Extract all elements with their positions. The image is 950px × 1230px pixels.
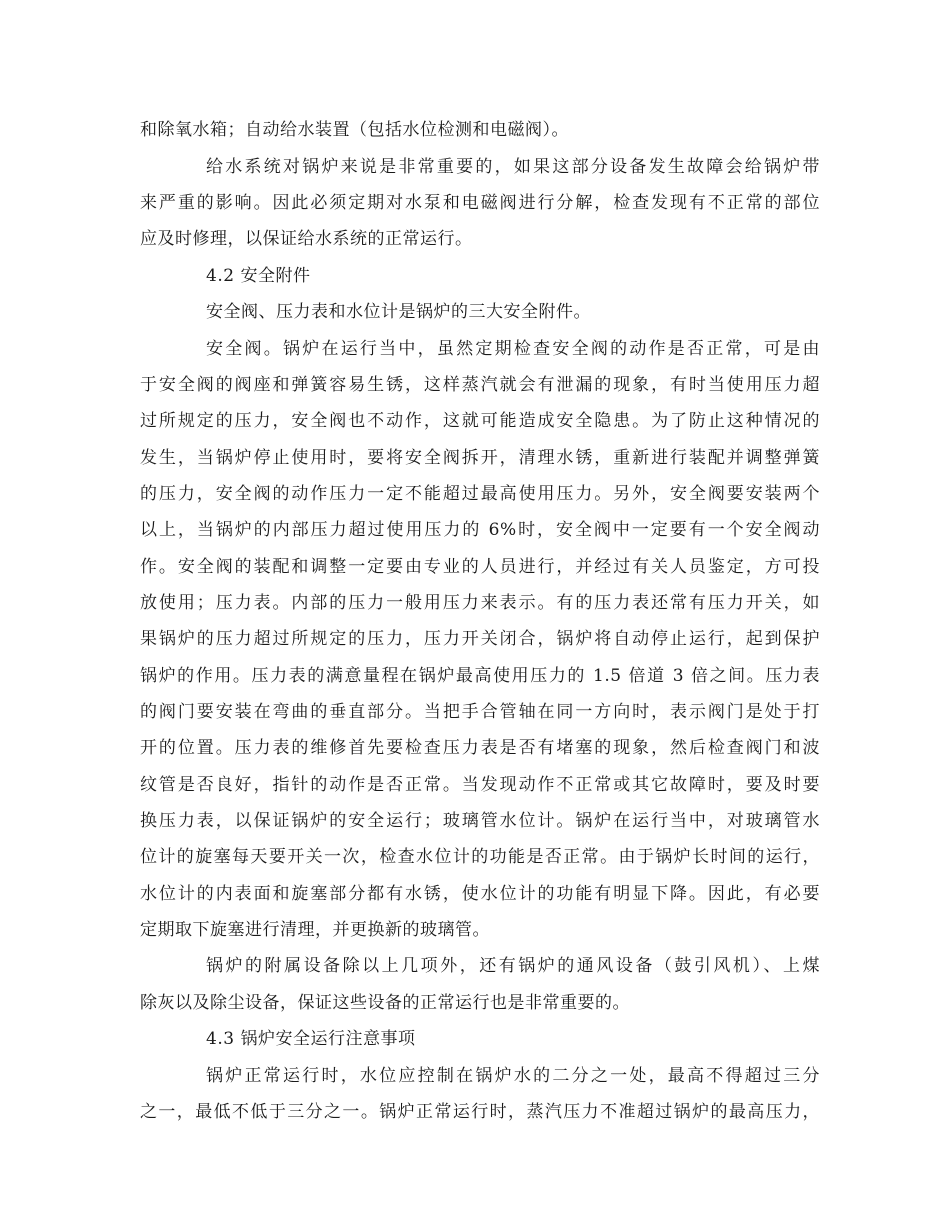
- text-line: 的阀门要安装在弯曲的垂直部分。当把手合管轴在同一方向时，表示阀门是处于打: [140, 702, 820, 722]
- paragraph-first-line: 给水系统对锅炉来说是非常重要的，如果这部分设备发生故障会给锅炉带: [206, 157, 820, 177]
- text-line: 果锅炉的压力超过所规定的压力，压力开关闭合，锅炉将自动停止运行，起到保护: [140, 629, 820, 649]
- text-line: 来严重的影响。因此必须定期对水泵和电磁阀进行分解，检查发现有不正常的部位: [140, 193, 820, 213]
- text-line: 定期取下旋塞进行清理，并更换新的玻璃管。: [140, 920, 490, 940]
- text-line: 之一，最低不低于三分之一。锅炉正常运行时，蒸汽压力不准超过锅炉的最高压力，: [140, 1102, 820, 1122]
- text-line: 的压力，安全阀的动作压力一定不能超过最高使用压力。另外，安全阀要安装两个: [140, 484, 820, 504]
- text-line: 应及时修理，以保证给水系统的正常运行。: [140, 229, 473, 249]
- section-heading: 4.2 安全附件: [206, 266, 311, 286]
- text-line: 以上，当锅炉的内部压力超过使用压力的 6%时，安全阀中一定要有一个安全阀动: [140, 520, 820, 540]
- text-line: 作。安全阀的装配和调整一定要由专业的人员进行，并经过有关人员鉴定，方可投: [140, 557, 820, 577]
- text-line: 于安全阀的阀座和弹簧容易生锈，这样蒸汽就会有泄漏的现象，有时当使用压力超: [140, 375, 820, 395]
- text-line: 位计的旋塞每天要开关一次，检查水位计的功能是否正常。由于锅炉长时间的运行，: [140, 847, 820, 867]
- text-line: 纹管是否良好，指针的动作是否正常。当发现动作不正常或其它故障时，要及时要: [140, 775, 820, 795]
- text-line: 和除氧水箱；自动给水装置（包括水位检测和电磁阀）。: [140, 120, 569, 140]
- text-line: 换压力表，以保证锅炉的安全运行；玻璃管水位计。锅炉在运行当中，对玻璃管水: [140, 811, 820, 831]
- text-line: 除灰以及除尘设备，保证这些设备的正常运行也是非常重要的。: [140, 993, 630, 1013]
- paragraph-first-line: 安全阀、压力表和水位计是锅炉的三大安全附件。: [206, 302, 591, 322]
- paragraph-first-line: 安全阀。锅炉在运行当中，虽然定期检查安全阀的动作是否正常，可是由: [206, 339, 820, 359]
- text-line: 放使用；压力表。内部的压力一般用压力来表示。有的压力表还常有压力开关，如: [140, 593, 820, 613]
- text-line: 开的位置。压力表的维修首先要检查压力表是否有堵塞的现象，然后检查阀门和波: [140, 738, 820, 758]
- text-line: 发生，当锅炉停止使用时，要将安全阀拆开，清理水锈，重新进行装配并调整弹簧: [140, 448, 820, 468]
- paragraph-first-line: 锅炉的附属设备除以上几项外，还有锅炉的通风设备（鼓引风机）、上煤: [206, 956, 820, 976]
- text-line: 锅炉的作用。压力表的满意量程在锅炉最高使用压力的 1.5 倍道 3 倍之间。压力表: [140, 666, 820, 686]
- section-heading: 4.3 锅炉安全运行注意事项: [206, 1029, 416, 1049]
- text-line: 过所规定的压力，安全阀也不动作，这就可能造成安全隐患。为了防止这种情况的: [140, 411, 820, 431]
- paragraph-first-line: 锅炉正常运行时，水位应控制在锅炉水的二分之一处，最高不得超过三分: [206, 1066, 820, 1086]
- text-line: 水位计的内表面和旋塞部分都有水锈，使水位计的功能有明显下降。因此，有必要: [140, 884, 820, 904]
